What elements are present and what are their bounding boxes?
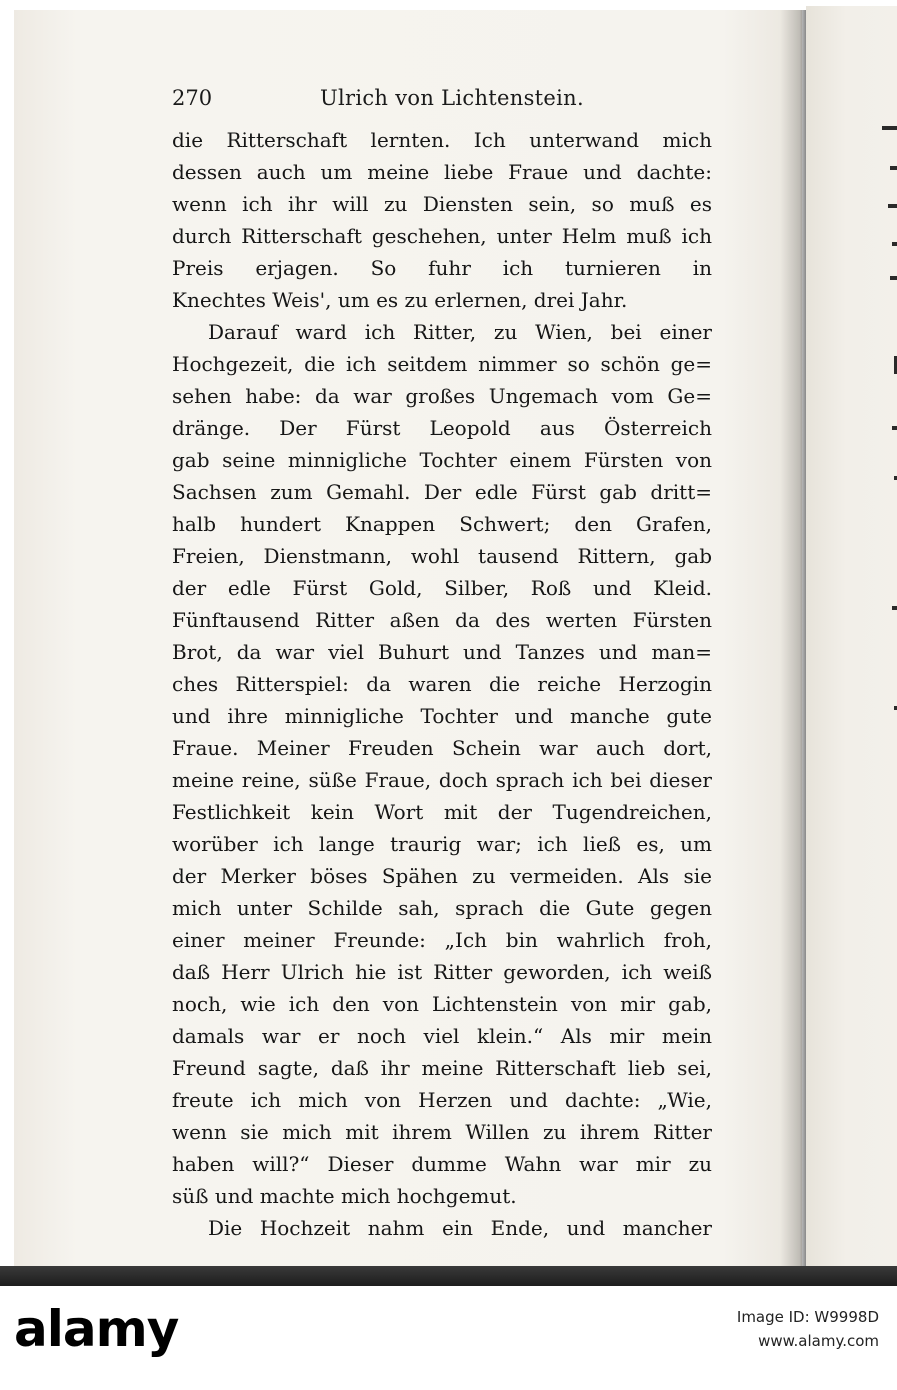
text-line: Darauf ward ich Ritter, zu Wien, bei einer [208, 320, 712, 344]
facing-page-edge [806, 6, 897, 1274]
edge-mark [892, 606, 897, 610]
gutter-shadow [780, 10, 808, 1270]
brand-logo: alamy [14, 1300, 179, 1358]
text-line: Brot, da war viel Buhurt und Tanzes und man= [172, 640, 712, 664]
edge-mark [888, 204, 897, 208]
edge-mark [882, 126, 897, 130]
text-line: dessen auch um meine liebe Fraue und dachte: [172, 160, 712, 184]
edge-mark [892, 242, 897, 246]
text-line: mich unter Schilde sah, sprach die Gute gegen [172, 896, 712, 920]
text-line: Fünftausend Ritter aßen da des werten Fürsten [172, 608, 712, 632]
text-line: Hochgezeit, die ich seitdem nimmer so schön ge= [172, 352, 712, 376]
text-line: Die Hochzeit nahm ein Ende, und mancher [208, 1216, 712, 1240]
text-line: Freund sagte, daß ihr meine Ritterschaft lieb sei, [172, 1056, 712, 1080]
text-line: und ihre minnigliche Tochter und manche gute [172, 704, 712, 728]
page-number: 270 [172, 86, 213, 110]
text-line: einer meiner Freunde: „Ich bin wahrlich froh, [172, 928, 712, 952]
text-line: durch Ritterschaft geschehen, unter Helm muß ich [172, 224, 712, 248]
text-line: ches Ritterspiel: da waren die reiche Herzogin [172, 672, 712, 696]
image-id: Image ID: W9998D [736, 1308, 879, 1326]
text-line: worüber ich lange traurig war; ich ließ es, um [172, 832, 712, 856]
text-line: sehen habe: da war großes Ungemach vom Ge= [172, 384, 712, 408]
text-line: der Merker böses Spähen zu vermeiden. Als sie [172, 864, 712, 888]
edge-mark [890, 166, 897, 170]
text-line: Sachsen zum Gemahl. Der edle Fürst gab dritt= [172, 480, 712, 504]
site-url: www.alamy.com [758, 1332, 879, 1350]
text-line: wenn ich ihr will zu Diensten sein, so muß es [172, 192, 712, 216]
text-line: damals war er noch viel klein.“ Als mir mein [172, 1024, 712, 1048]
text-line: Freien, Dienstmann, wohl tausend Rittern, gab [172, 544, 712, 568]
text-line: freute ich mich von Herzen und dachte: „Wie, [172, 1088, 712, 1112]
text-line: dränge. Der Fürst Leopold aus Österreich [172, 416, 712, 440]
edge-mark [890, 276, 897, 280]
text-line: die Ritterschaft lernten. Ich unterwand mich [172, 128, 712, 152]
text-line: wenn sie mich mit ihrem Willen zu ihrem Ritter [172, 1120, 712, 1144]
text-line: halb hundert Knappen Schwert; den Grafen, [172, 512, 712, 536]
footer-meta [737, 1305, 879, 1353]
text-line: der edle Fürst Gold, Silber, Roß und Kleid. [172, 576, 712, 600]
body-text [172, 124, 712, 1244]
text-line: Knechtes Weis', um es zu erlernen, drei Jahr. [172, 288, 628, 312]
text-line: Festlichkeit kein Wort mit der Tugendreichen, [172, 800, 712, 824]
text-line: Fraue. Meiner Freuden Schein war auch dort, [172, 736, 712, 760]
text-line: meine reine, süße Fraue, doch sprach ich bei dieser [172, 768, 712, 792]
page-header [172, 86, 712, 116]
text-line: haben will?“ Dieser dumme Wahn war mir zu [172, 1152, 712, 1176]
edge-mark [892, 426, 897, 430]
running-title: Ulrich von Lichtenstein. [320, 86, 584, 110]
book-bottom-edge [0, 1266, 897, 1286]
text-line: Preis erjagen. So fuhr ich turnieren in [172, 256, 712, 280]
text-line: süß und machte mich hochgemut. [172, 1184, 517, 1208]
text-line: noch, wie ich den von Lichtenstein von mir gab, [172, 992, 712, 1016]
text-line: daß Herr Ulrich hie ist Ritter geworden, ich weiß [172, 960, 712, 984]
text-line: gab seine minnigliche Tochter einem Fürsten von [172, 448, 712, 472]
